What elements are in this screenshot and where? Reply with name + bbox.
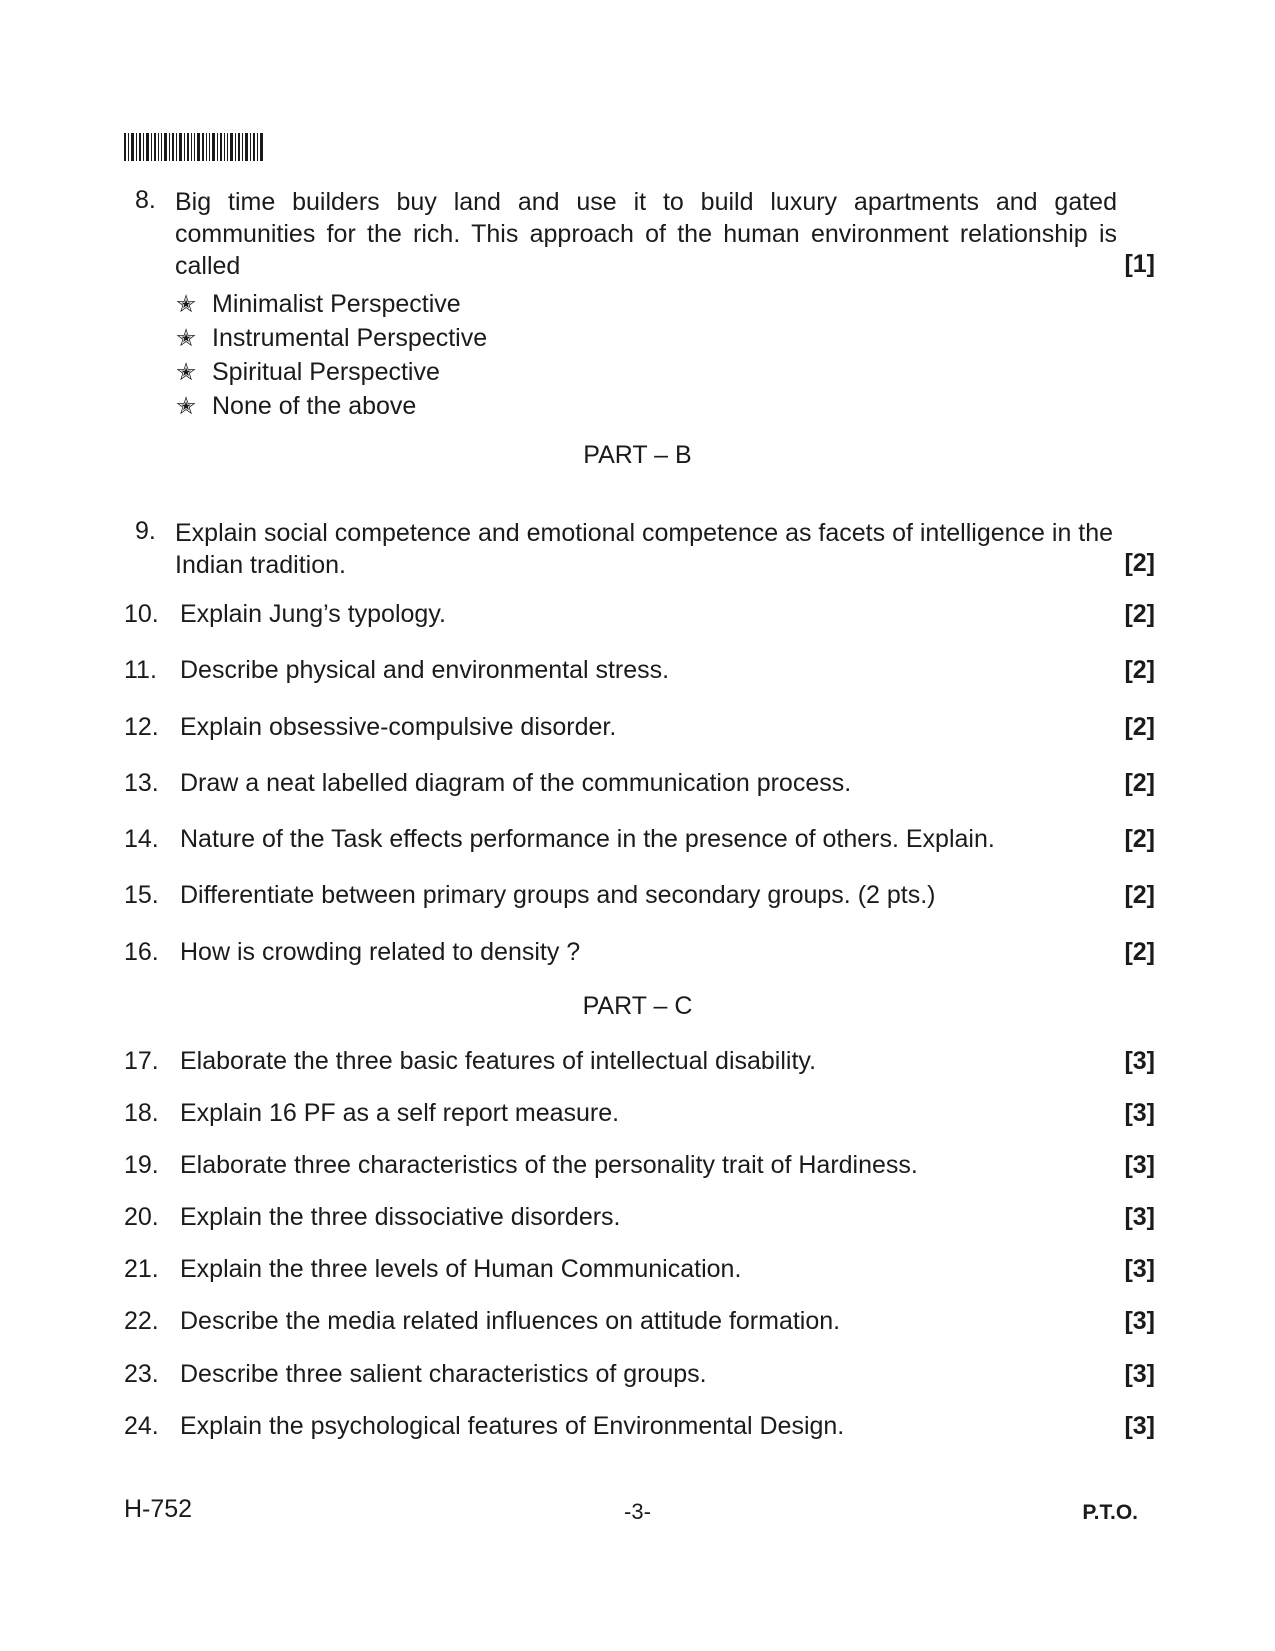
question-11 [124,653,1155,687]
option-item [176,389,487,423]
question-text: Explain Jung’s typology. [180,600,446,628]
question-8-options [176,287,487,423]
question-text: Elaborate three characteristics of the personality trait of Hardiness. [180,1151,918,1179]
question-22 [124,1304,1155,1338]
star-bullet-icon: ✭ [176,393,197,420]
question-17 [124,1044,1155,1078]
question-text: Explain 16 PF as a self report measure. [180,1099,620,1127]
option-item [176,321,487,355]
barcode [124,133,264,161]
question-text: Explain social competence and emotional competence as facets of intelligence in the Indian tradition. [175,519,1114,579]
question-text: Explain the three levels of Human Communication. [180,1255,742,1283]
part-b-heading: PART – B [583,441,692,469]
question-marks: [3] [1124,1412,1155,1440]
question-text: Describe three salient characteristics of groups. [180,1360,707,1388]
question-number: 21. [124,1255,159,1283]
question-number: 18. [124,1099,159,1127]
question-number: 11. [124,656,157,684]
question-number: 12. [124,713,159,741]
question-16 [124,935,1155,969]
question-13 [124,766,1155,800]
question-marks: [3] [1124,1151,1155,1179]
question-12 [124,710,1155,744]
option-label: None of the above [212,392,417,420]
question-text: Big time builders buy land and use it to build luxury apartments and gated communities for the rich. This approach of the human environment relationship is called [175,188,1117,280]
question-marks: [2] [1124,600,1155,628]
question-text: Elaborate the three basic features of intellectual disability. [180,1047,817,1075]
question-number: 24. [124,1412,159,1440]
question-marks: [3] [1124,1255,1155,1283]
question-number: 16. [124,938,159,966]
question-marks: [3] [1124,1307,1155,1335]
question-10 [124,597,1155,631]
question-23 [124,1357,1155,1391]
question-text: Explain the psychological features of Environmental Design. [180,1412,845,1440]
question-marks: [2] [1124,656,1155,684]
question-text: Explain obsessive-compulsive disorder. [180,713,617,741]
question-number: 17. [124,1047,159,1075]
question-marks: [1] [1124,250,1155,278]
question-text: Describe the media related influences on attitude formation. [180,1307,841,1335]
question-number: 20. [124,1203,159,1231]
question-number: 13. [124,769,159,797]
option-label: Minimalist Perspective [212,290,461,318]
question-marks: [2] [1124,769,1155,797]
question-marks: [3] [1124,1099,1155,1127]
star-bullet-icon: ✭ [176,325,197,352]
question-marks: [2] [1124,549,1155,577]
question-24 [124,1409,1155,1443]
paper-code: H-752 [124,1495,193,1523]
question-20 [124,1200,1155,1234]
question-21 [124,1252,1155,1286]
question-marks: [3] [1124,1047,1155,1075]
question-15 [124,878,1155,912]
part-c-heading: PART – C [582,992,693,1020]
question-text: Draw a neat labelled diagram of the communication process. [180,769,852,797]
question-marks: [3] [1124,1203,1155,1231]
question-marks: [3] [1124,1360,1155,1388]
question-14 [124,822,1155,856]
question-text: Describe physical and environmental stress. [180,656,670,684]
question-marks: [2] [1124,881,1155,909]
question-text: How is crowding related to density ? [180,938,581,966]
question-marks: [2] [1124,825,1155,853]
option-label: Instrumental Perspective [212,324,488,352]
question-number: 19. [124,1151,159,1179]
question-marks: [2] [1124,938,1155,966]
question-19 [124,1148,1155,1182]
question-number: 23. [124,1360,159,1388]
question-number: 14. [124,825,159,853]
question-18 [124,1096,1155,1130]
question-number: 22. [124,1307,159,1335]
question-text: Nature of the Task effects performance in the presence of others. Explain. [180,825,995,853]
question-number: 15. [124,881,159,909]
option-item [176,287,487,321]
star-bullet-icon: ✭ [176,359,197,386]
star-bullet-icon: ✭ [176,291,197,318]
page-number: -3- [624,1499,651,1524]
question-number: 9. [135,517,156,545]
question-marks: [2] [1124,713,1155,741]
question-text: Differentiate between primary groups and secondary groups. (2 pts.) [180,881,936,909]
option-item [176,355,487,389]
question-number: 10. [124,600,159,628]
question-number: 8. [135,186,156,214]
question-text: Explain the three dissociative disorders. [180,1203,621,1231]
option-label: Spiritual Perspective [212,358,440,386]
pto-label: P.T.O. [1082,1501,1138,1524]
